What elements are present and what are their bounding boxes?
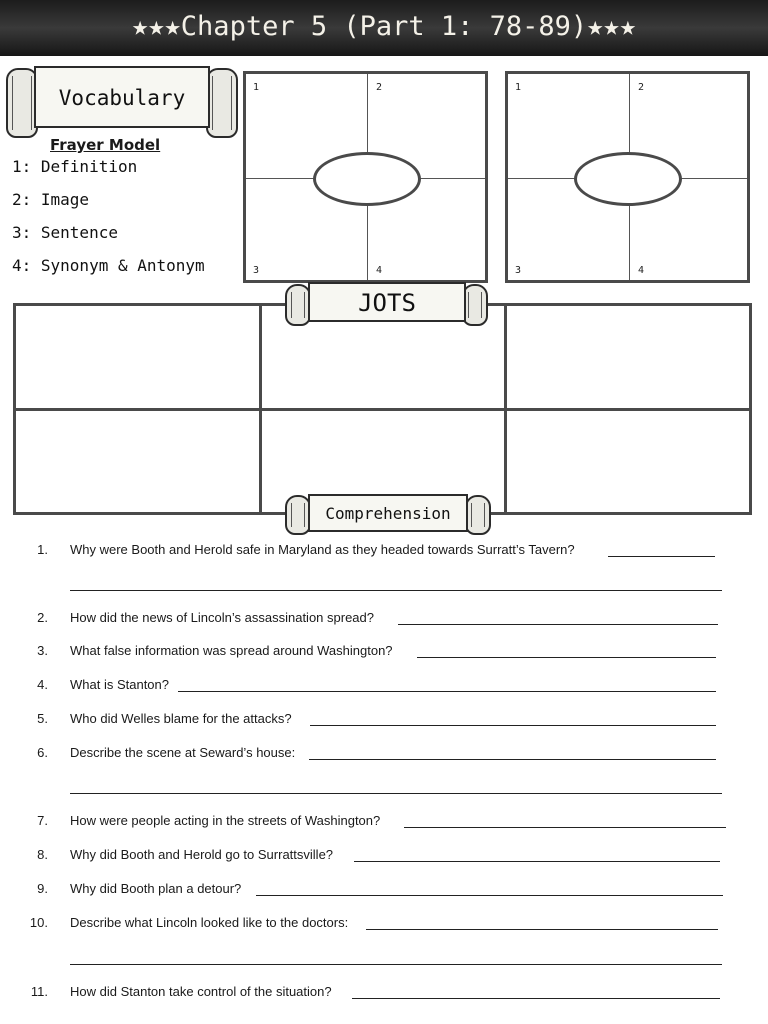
question-text: How were people acting in the streets of Washington?	[70, 813, 381, 828]
question-text: Why were Booth and Herold safe in Maryland as they headed towards Surratt’s Tavern?	[70, 542, 575, 557]
frayer-quadrant-number: 1	[253, 82, 260, 93]
frayer-quadrant-number: 4	[376, 265, 383, 276]
question-number: 3.	[37, 643, 48, 658]
frayer-quadrant-number: 4	[638, 265, 645, 276]
jots-divider	[16, 408, 749, 411]
question-text: What is Stanton?	[70, 677, 169, 692]
answer-line[interactable]	[366, 929, 718, 930]
answer-line[interactable]	[398, 624, 718, 625]
answer-line[interactable]	[70, 793, 722, 794]
question-text: Describe what Lincoln looked like to the doctors:	[70, 915, 349, 930]
vocab-item: 2: Image	[12, 190, 90, 209]
comprehension-banner	[308, 494, 468, 532]
vocab-item: 3: Sentence	[12, 223, 118, 242]
frayer-model-title: Frayer Model	[50, 136, 161, 154]
question-text: How did the news of Lincoln’s assassination spread?	[70, 610, 374, 625]
answer-line[interactable]	[178, 691, 716, 692]
jots-grid[interactable]	[13, 303, 752, 515]
question-number: 2.	[37, 610, 48, 625]
question-text: How did Stanton take control of the situation?	[70, 984, 332, 999]
jots-banner-label: JOTS	[358, 289, 416, 317]
vocab-item: 4: Synonym & Antonym	[12, 256, 205, 275]
question-number: 7.	[37, 813, 48, 828]
answer-line[interactable]	[256, 895, 723, 896]
frayer-quadrant-number: 3	[515, 265, 522, 276]
answer-line[interactable]	[70, 964, 722, 965]
answer-line[interactable]	[404, 827, 726, 828]
vocab-item: 1: Definition	[12, 157, 138, 176]
question-number: 1.	[37, 542, 48, 557]
scroll-curl-right-icon	[206, 68, 238, 138]
answer-line[interactable]	[70, 590, 722, 591]
frayer-center-oval[interactable]	[313, 152, 421, 206]
question-number: 5.	[37, 711, 48, 726]
answer-line[interactable]	[354, 861, 720, 862]
question-number: 6.	[37, 745, 48, 760]
frayer-quadrant-number: 2	[376, 82, 383, 93]
answer-line[interactable]	[310, 725, 716, 726]
question-number: 11.	[30, 984, 48, 999]
comprehension-banner-label: Comprehension	[325, 504, 451, 523]
question-number: 10.	[29, 915, 48, 930]
question-number: 4.	[37, 677, 48, 692]
vocabulary-banner	[34, 66, 210, 128]
frayer-box-2[interactable]	[505, 71, 750, 283]
frayer-box-1[interactable]	[243, 71, 488, 283]
frayer-center-oval[interactable]	[574, 152, 682, 206]
scroll-curl-right-icon	[465, 495, 491, 535]
question-text: Why did Booth and Herold go to Surrattsville?	[70, 847, 334, 862]
frayer-quadrant-number: 1	[515, 82, 522, 93]
vocabulary-banner-label: Vocabulary	[58, 86, 186, 110]
question-text: Who did Welles blame for the attacks?	[70, 711, 292, 726]
question-text: Describe the scene at Seward’s house:	[70, 745, 296, 760]
answer-line[interactable]	[309, 759, 716, 760]
answer-line[interactable]	[417, 657, 716, 658]
question-text: Why did Booth plan a detour?	[70, 881, 242, 896]
answer-line[interactable]	[352, 998, 720, 999]
question-number: 8.	[37, 847, 48, 862]
page-title: ★★★Chapter 5 (Part 1: 78-89)★★★	[132, 11, 636, 42]
answer-line[interactable]	[608, 556, 715, 557]
frayer-quadrant-number: 3	[253, 265, 260, 276]
jots-banner	[308, 282, 466, 322]
question-text: What false information was spread around Washington?	[70, 643, 393, 658]
frayer-quadrant-number: 2	[638, 82, 645, 93]
question-number: 9.	[37, 881, 48, 896]
